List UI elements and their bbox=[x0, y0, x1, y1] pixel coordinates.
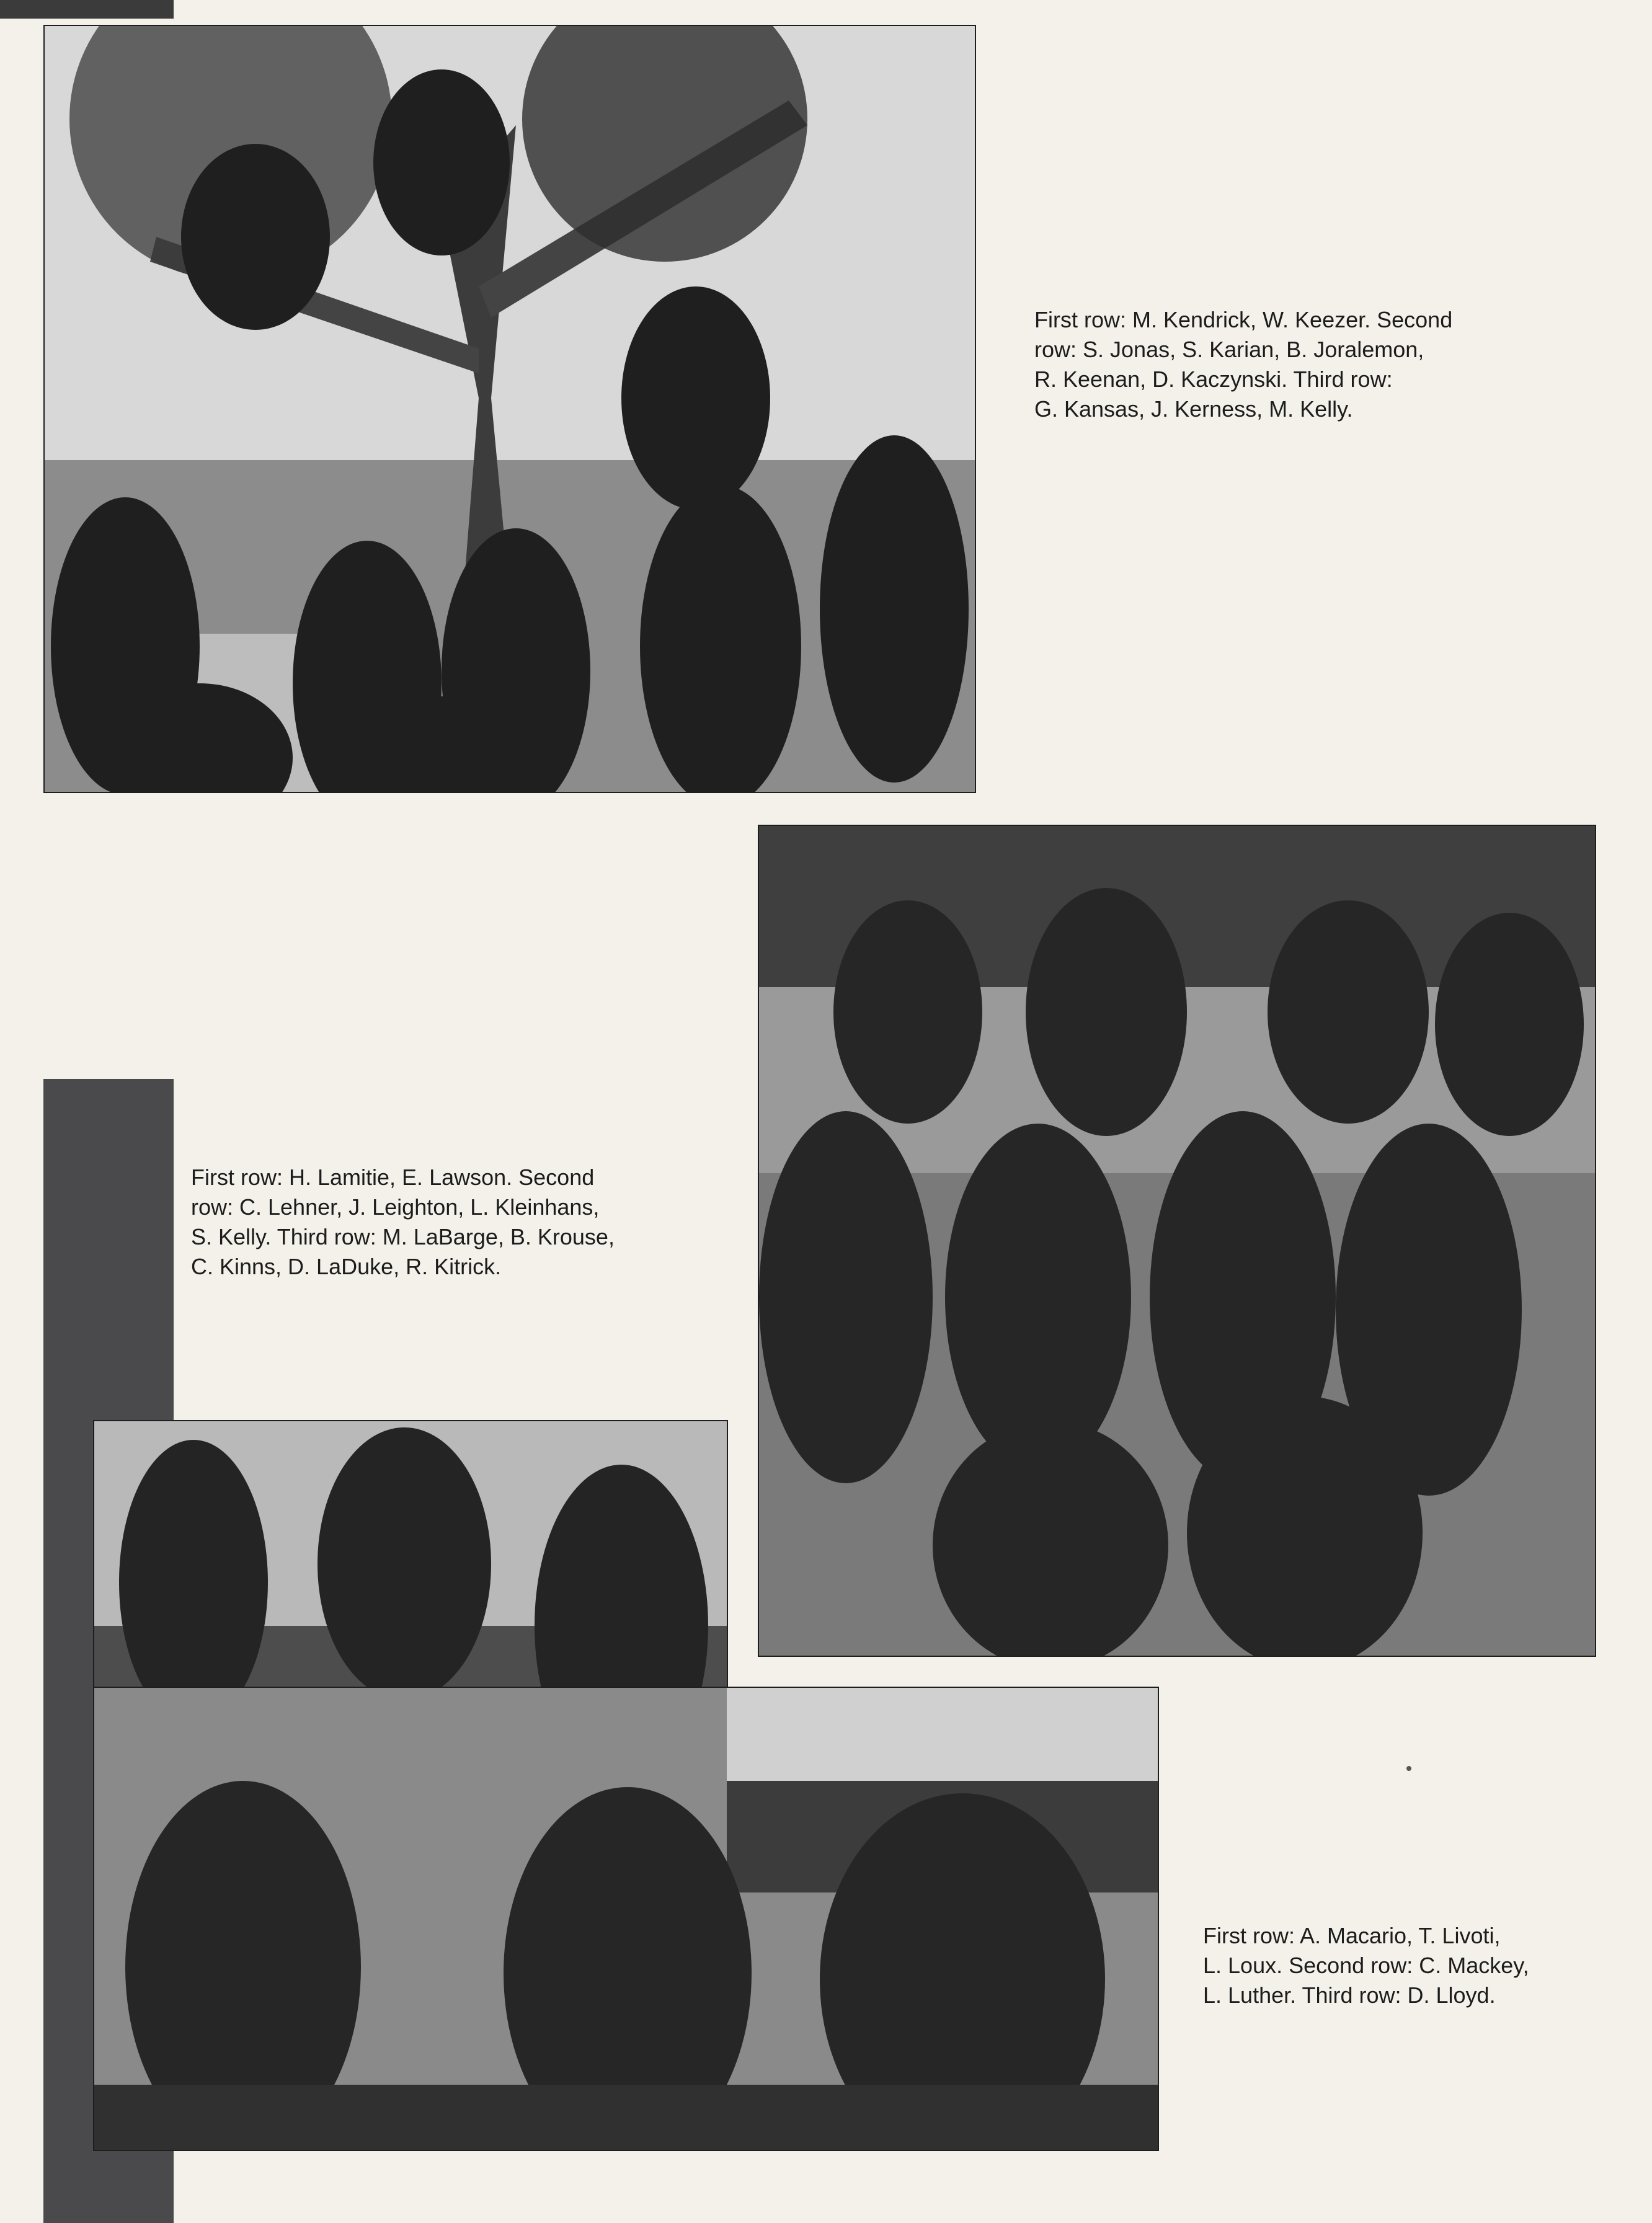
group-photo-field bbox=[758, 825, 1596, 1657]
caption-field-photo: First row: H. Lamitie, E. Lawson. Second row: C. Lehner, J. Leighton, L. Kleinhans, S. Kelly. Third row: M. LaBarge, B. Krouse, C. Kinns, D. LaDuke, R. Kitrick. bbox=[191, 1165, 615, 1279]
caption-truck-photo: First row: A. Macario, T. Livoti, L. Loux. Second row: C. Mackey, L. Luther. Third row: D. Lloyd. bbox=[1203, 1923, 1529, 2008]
group-photo-outdoor bbox=[93, 1687, 1159, 2151]
paper-speck bbox=[1406, 1766, 1411, 1771]
caption-tree-photo: First row: M. Kendrick, W. Keezer. Second row: S. Jonas, S. Karian, B. Joralemon, R. Keenan, D. Kaczynski. Third row: G. Kansas, J. Kerness, M. Kelly. bbox=[1034, 307, 1453, 422]
top-corner-bar bbox=[0, 0, 174, 19]
group-photo-tree bbox=[43, 25, 976, 793]
